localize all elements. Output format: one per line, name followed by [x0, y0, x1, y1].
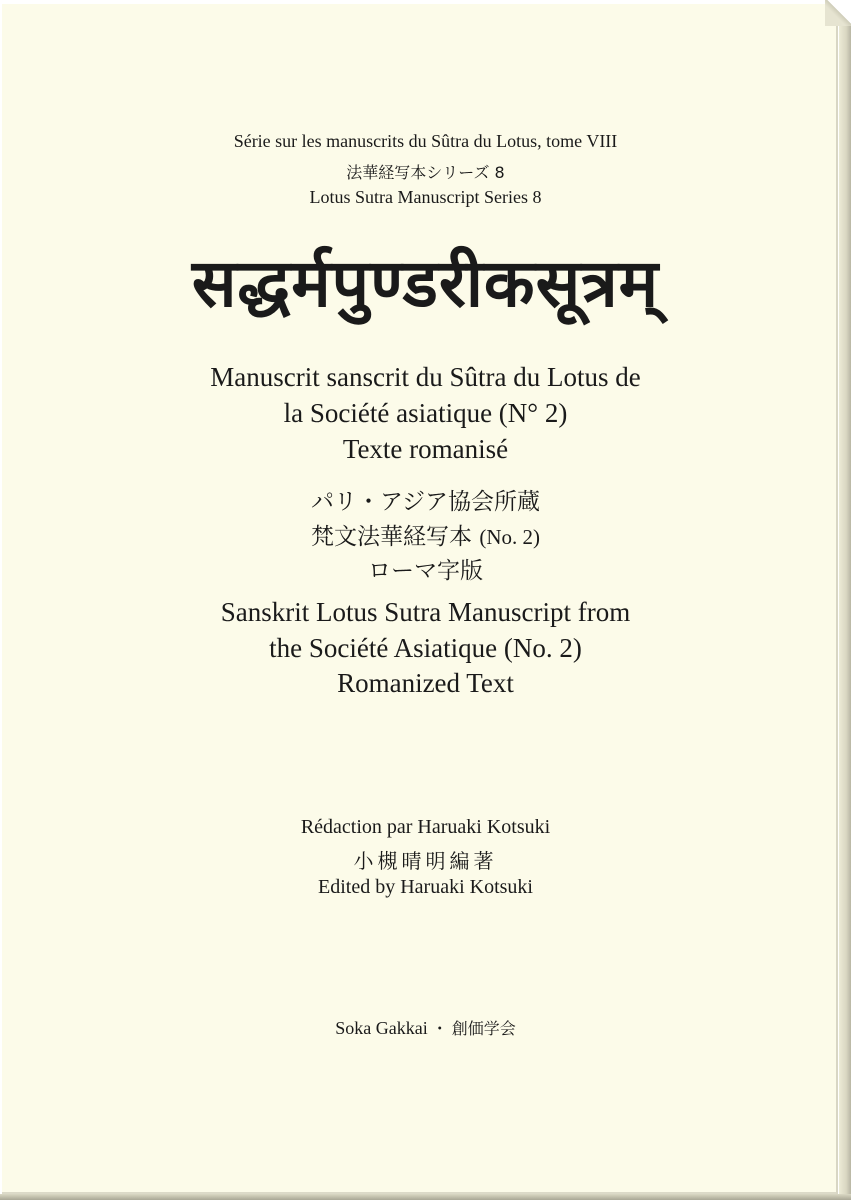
title-en-line2: the Société Asiatique (No. 2): [269, 633, 582, 663]
series-title-jp: 法華経写本シリーズ 8: [346, 163, 505, 182]
title-jp-line2: [0, 518, 851, 551]
title-jp-line2-number: (No. 2): [479, 525, 540, 549]
editor-en: Edited by Haruaki Kotsuki: [318, 876, 533, 898]
title-en-line1: Sanskrit Lotus Sutra Manuscript from: [220, 597, 631, 627]
editor-jp: 小槻晴明編著: [353, 849, 498, 873]
title-fr-line2: la Société asiatique (N° 2): [283, 398, 568, 428]
publisher: [0, 1016, 851, 1039]
publisher-separator: ・: [431, 1019, 448, 1038]
title-jp-line1: パリ・アジア協会所蔵: [310, 489, 541, 515]
series-title-fr: Série sur les manuscrits du Sûtra du Lotus, tome VIII: [233, 131, 618, 151]
editor-fr: Rédaction par Haruaki Kotsuki: [300, 816, 551, 838]
publisher-jp: 創価学会: [451, 1019, 516, 1038]
title-jp-line2-text: 梵文法華経写本: [311, 524, 473, 550]
cover-bottom-edge: [0, 1194, 851, 1200]
title-jp-line3: ローマ字版: [368, 558, 483, 584]
title-fr-line3: Texte romanisé: [342, 434, 509, 464]
cover-corner: [825, 0, 851, 26]
title-en-line3: Romanized Text: [337, 668, 514, 698]
publisher-en: Soka Gakkai: [335, 1018, 428, 1038]
series-title-en: Lotus Sutra Manuscript Series 8: [309, 187, 542, 207]
title-fr-line1: Manuscrit sanscrit du Sûtra du Lotus de: [210, 362, 641, 392]
devanagari-title: सद्धर्मपुण्डरीकसूत्रम्: [191, 245, 660, 322]
